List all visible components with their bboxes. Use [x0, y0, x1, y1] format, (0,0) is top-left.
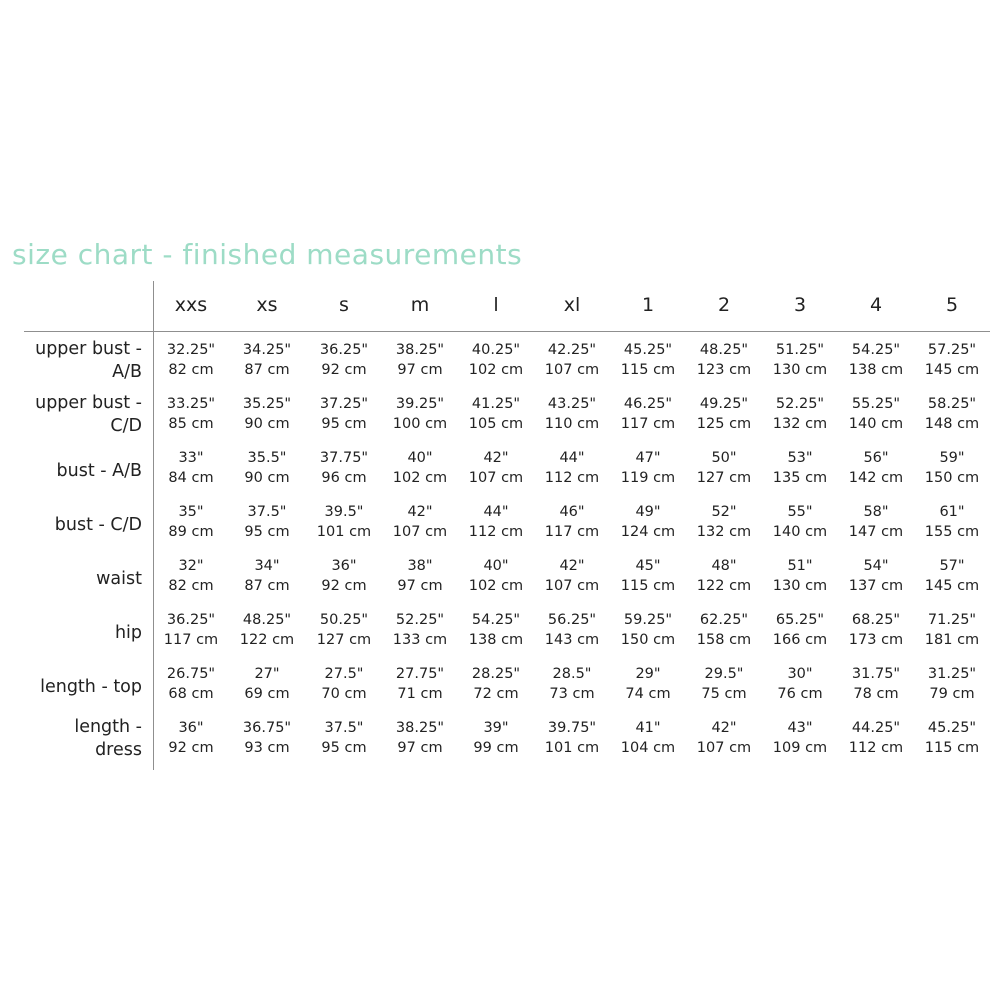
measurement-cell	[227, 394, 307, 434]
measurement-cell	[227, 718, 307, 758]
size-header-xxs: xxs	[174, 294, 208, 316]
measurement-cm: 89 cm	[168, 524, 214, 540]
measurement-inches: 45.25"	[927, 720, 977, 736]
measurement-inches: 40"	[483, 558, 509, 574]
measurement-inches: 61"	[939, 504, 965, 520]
measurement-cm: 173 cm	[848, 632, 904, 648]
measurement-inches: 37.75"	[319, 450, 369, 466]
measurement-cell	[227, 610, 307, 650]
measurement-cm: 97 cm	[397, 740, 443, 756]
measurement-cm: 70 cm	[321, 686, 367, 702]
measurement-cell	[456, 718, 536, 758]
size-header-m: m	[410, 294, 430, 316]
measurement-cm: 97 cm	[397, 578, 443, 594]
measurement-cm: 107 cm	[392, 524, 448, 540]
measurement-cm: 181 cm	[924, 632, 980, 648]
row-label	[20, 676, 142, 699]
measurement-cm: 95 cm	[321, 416, 367, 432]
measurement-cell	[760, 718, 840, 758]
measurement-inches: 36.75"	[242, 720, 292, 736]
measurement-cm: 90 cm	[244, 416, 290, 432]
measurement-cm: 93 cm	[244, 740, 290, 756]
measurement-inches: 31.25"	[927, 666, 977, 682]
measurement-cm: 112 cm	[468, 524, 524, 540]
measurement-cm: 140 cm	[848, 416, 904, 432]
measurement-cm: 112 cm	[544, 470, 600, 486]
measurement-cm: 142 cm	[848, 470, 904, 486]
measurement-inches: 42"	[483, 450, 509, 466]
measurement-cm: 115 cm	[620, 362, 676, 378]
measurement-cell	[151, 610, 231, 650]
measurement-cm: 124 cm	[620, 524, 676, 540]
measurement-cm: 115 cm	[620, 578, 676, 594]
measurement-cell	[532, 448, 612, 488]
measurement-inches: 37.25"	[319, 396, 369, 412]
measurement-cell	[836, 664, 916, 704]
measurement-cell	[608, 556, 688, 596]
row-label-line: length -	[74, 717, 142, 737]
measurement-cell	[151, 340, 231, 380]
header-divider	[24, 331, 990, 332]
measurement-cm: 127 cm	[316, 632, 372, 648]
measurement-cell	[151, 718, 231, 758]
measurement-cm: 97 cm	[397, 362, 443, 378]
measurement-cm: 125 cm	[696, 416, 752, 432]
measurement-cell	[227, 664, 307, 704]
measurement-inches: 39.5"	[324, 504, 364, 520]
measurement-cm: 155 cm	[924, 524, 980, 540]
measurement-cell	[912, 610, 992, 650]
measurement-inches: 38.25"	[395, 342, 445, 358]
measurement-inches: 28.5"	[552, 666, 592, 682]
measurement-cell	[608, 340, 688, 380]
measurement-cm: 75 cm	[701, 686, 747, 702]
measurement-cm: 148 cm	[924, 416, 980, 432]
measurement-cell	[380, 556, 460, 596]
measurement-cm: 100 cm	[392, 416, 448, 432]
measurement-inches: 36"	[178, 720, 204, 736]
size-header-2: 2	[717, 294, 731, 316]
row-label-line: C/D	[110, 416, 142, 436]
measurement-cell	[608, 718, 688, 758]
measurement-cell	[836, 340, 916, 380]
measurement-cm: 145 cm	[924, 362, 980, 378]
measurement-inches: 49"	[635, 504, 661, 520]
chart-title: size chart - finished measurements	[12, 238, 523, 271]
measurement-inches: 30"	[787, 666, 813, 682]
measurement-inches: 40.25"	[471, 342, 521, 358]
measurement-cell	[227, 502, 307, 542]
size-header-l: l	[493, 294, 499, 316]
measurement-cm: 102 cm	[392, 470, 448, 486]
measurement-cell	[760, 502, 840, 542]
row-label	[20, 460, 142, 483]
measurement-inches: 33"	[178, 450, 204, 466]
measurement-cm: 143 cm	[544, 632, 600, 648]
measurement-cell	[684, 394, 764, 434]
measurement-inches: 31.75"	[851, 666, 901, 682]
measurement-inches: 41.25"	[471, 396, 521, 412]
measurement-cell	[304, 448, 384, 488]
measurement-cm: 82 cm	[168, 578, 214, 594]
measurement-inches: 39"	[483, 720, 509, 736]
measurement-cell	[836, 718, 916, 758]
measurement-inches: 51"	[787, 558, 813, 574]
measurement-inches: 46.25"	[623, 396, 673, 412]
measurement-cell	[304, 664, 384, 704]
measurement-cm: 92 cm	[321, 578, 367, 594]
measurement-cell	[456, 394, 536, 434]
measurement-cm: 150 cm	[924, 470, 980, 486]
measurement-cm: 101 cm	[544, 740, 600, 756]
measurement-cm: 105 cm	[468, 416, 524, 432]
measurement-cm: 104 cm	[620, 740, 676, 756]
measurement-cell	[380, 664, 460, 704]
measurement-cell	[836, 448, 916, 488]
measurement-cell	[532, 340, 612, 380]
measurement-cm: 135 cm	[772, 470, 828, 486]
measurement-inches: 38"	[407, 558, 433, 574]
measurement-inches: 57"	[939, 558, 965, 574]
row-label-line: A/B	[112, 362, 142, 382]
measurement-cm: 107 cm	[544, 362, 600, 378]
measurement-cm: 147 cm	[848, 524, 904, 540]
row-label-line: waist	[96, 569, 142, 589]
measurement-inches: 48"	[711, 558, 737, 574]
measurement-inches: 42"	[559, 558, 585, 574]
row-label-line: upper bust -	[35, 339, 142, 359]
measurement-cell	[380, 502, 460, 542]
measurement-cell	[760, 610, 840, 650]
measurement-cell	[912, 502, 992, 542]
measurement-inches: 56"	[863, 450, 889, 466]
size-header-s: s	[339, 294, 349, 316]
row-label	[20, 622, 142, 645]
measurement-inches: 44"	[483, 504, 509, 520]
measurement-cm: 110 cm	[544, 416, 600, 432]
measurement-inches: 36.25"	[166, 612, 216, 628]
measurement-cm: 130 cm	[772, 578, 828, 594]
measurement-inches: 50.25"	[319, 612, 369, 628]
measurement-cm: 107 cm	[544, 578, 600, 594]
measurement-cm: 132 cm	[696, 524, 752, 540]
measurement-cell	[456, 664, 536, 704]
measurement-inches: 53"	[787, 450, 813, 466]
measurement-cm: 117 cm	[620, 416, 676, 432]
measurement-cm: 72 cm	[473, 686, 519, 702]
measurement-cm: 122 cm	[239, 632, 295, 648]
measurement-cm: 76 cm	[777, 686, 823, 702]
measurement-cell	[456, 448, 536, 488]
measurement-cell	[760, 664, 840, 704]
size-header-xl: xl	[563, 294, 581, 316]
measurement-inches: 48.25"	[242, 612, 292, 628]
measurement-cell	[227, 556, 307, 596]
row-label-line: bust - A/B	[56, 461, 142, 481]
measurement-inches: 71.25"	[927, 612, 977, 628]
measurement-cell	[836, 502, 916, 542]
measurement-inches: 36.25"	[319, 342, 369, 358]
measurement-cm: 127 cm	[696, 470, 752, 486]
measurement-inches: 52.25"	[395, 612, 445, 628]
measurement-cell	[532, 664, 612, 704]
measurement-cm: 112 cm	[848, 740, 904, 756]
measurement-cm: 117 cm	[544, 524, 600, 540]
measurement-cm: 95 cm	[244, 524, 290, 540]
measurement-inches: 68.25"	[851, 612, 901, 628]
measurement-cm: 109 cm	[772, 740, 828, 756]
row-label-line: hip	[114, 623, 142, 643]
measurement-cell	[836, 556, 916, 596]
measurement-cell	[760, 556, 840, 596]
measurement-inches: 57.25"	[927, 342, 977, 358]
measurement-cell	[608, 394, 688, 434]
measurement-cell	[304, 340, 384, 380]
measurement-cell	[912, 394, 992, 434]
measurement-inches: 42.25"	[547, 342, 597, 358]
measurement-cm: 84 cm	[168, 470, 214, 486]
measurement-cell	[912, 664, 992, 704]
row-label-line: length - top	[40, 677, 142, 697]
measurement-cell	[380, 610, 460, 650]
row-label	[20, 514, 142, 537]
measurement-cell	[304, 394, 384, 434]
row-label	[20, 338, 142, 384]
measurement-cm: 138 cm	[848, 362, 904, 378]
measurement-cm: 123 cm	[696, 362, 752, 378]
measurement-inches: 54"	[863, 558, 889, 574]
measurement-cm: 82 cm	[168, 362, 214, 378]
measurement-inches: 44"	[559, 450, 585, 466]
measurement-inches: 45.25"	[623, 342, 673, 358]
measurement-inches: 54.25"	[471, 612, 521, 628]
measurement-cm: 69 cm	[244, 686, 290, 702]
measurement-cm: 90 cm	[244, 470, 290, 486]
measurement-inches: 44.25"	[851, 720, 901, 736]
row-label	[20, 392, 142, 438]
measurement-cell	[684, 340, 764, 380]
measurement-inches: 55.25"	[851, 396, 901, 412]
measurement-inches: 38.25"	[395, 720, 445, 736]
measurement-cm: 145 cm	[924, 578, 980, 594]
measurement-inches: 58"	[863, 504, 889, 520]
measurement-cm: 102 cm	[468, 362, 524, 378]
measurement-cell	[304, 610, 384, 650]
measurement-cell	[608, 664, 688, 704]
measurement-cm: 140 cm	[772, 524, 828, 540]
measurement-inches: 35"	[178, 504, 204, 520]
measurement-inches: 37.5"	[247, 504, 287, 520]
measurement-inches: 56.25"	[547, 612, 597, 628]
measurement-cell	[912, 718, 992, 758]
measurement-cm: 119 cm	[620, 470, 676, 486]
measurement-inches: 26.75"	[166, 666, 216, 682]
measurement-cm: 138 cm	[468, 632, 524, 648]
measurement-cell	[684, 502, 764, 542]
measurement-inches: 32"	[178, 558, 204, 574]
measurement-cm: 73 cm	[549, 686, 595, 702]
measurement-cell	[380, 718, 460, 758]
measurement-inches: 41"	[635, 720, 661, 736]
measurement-cell	[151, 394, 231, 434]
measurement-cell	[151, 502, 231, 542]
measurement-inches: 65.25"	[775, 612, 825, 628]
measurement-cell	[304, 556, 384, 596]
measurement-inches: 48.25"	[699, 342, 749, 358]
measurement-inches: 50"	[711, 450, 737, 466]
measurement-cm: 101 cm	[316, 524, 372, 540]
measurement-cell	[608, 502, 688, 542]
measurement-cell	[608, 448, 688, 488]
measurement-inches: 47"	[635, 450, 661, 466]
measurement-cell	[684, 556, 764, 596]
measurement-cell	[684, 664, 764, 704]
measurement-cm: 92 cm	[321, 362, 367, 378]
measurement-cm: 99 cm	[473, 740, 519, 756]
measurement-cell	[151, 664, 231, 704]
measurement-inches: 29.5"	[704, 666, 744, 682]
measurement-inches: 52"	[711, 504, 737, 520]
measurement-cm: 85 cm	[168, 416, 214, 432]
measurement-inches: 62.25"	[699, 612, 749, 628]
measurement-cell	[912, 556, 992, 596]
measurement-inches: 45"	[635, 558, 661, 574]
measurement-cm: 115 cm	[924, 740, 980, 756]
measurement-inches: 27.75"	[395, 666, 445, 682]
measurement-cell	[380, 394, 460, 434]
measurement-cell	[532, 556, 612, 596]
measurement-cell	[456, 340, 536, 380]
measurement-cell	[456, 556, 536, 596]
measurement-inches: 33.25"	[166, 396, 216, 412]
row-label	[20, 716, 142, 762]
measurement-cell	[912, 448, 992, 488]
measurement-cell	[151, 556, 231, 596]
measurement-inches: 52.25"	[775, 396, 825, 412]
measurement-cm: 133 cm	[392, 632, 448, 648]
row-label-line: bust - C/D	[54, 515, 142, 535]
measurement-cell	[304, 718, 384, 758]
measurement-inches: 36"	[331, 558, 357, 574]
measurement-cell	[532, 610, 612, 650]
measurement-cm: 130 cm	[772, 362, 828, 378]
measurement-cm: 78 cm	[853, 686, 899, 702]
measurement-inches: 32.25"	[166, 342, 216, 358]
measurement-cm: 107 cm	[468, 470, 524, 486]
measurement-cm: 166 cm	[772, 632, 828, 648]
measurement-cell	[227, 340, 307, 380]
row-label	[20, 568, 142, 591]
size-header-1: 1	[641, 294, 655, 316]
size-header-xs: xs	[256, 294, 278, 316]
measurement-inches: 39.75"	[547, 720, 597, 736]
measurement-cm: 95 cm	[321, 740, 367, 756]
measurement-inches: 27.5"	[324, 666, 364, 682]
measurement-inches: 34.25"	[242, 342, 292, 358]
measurement-cell	[836, 394, 916, 434]
measurement-inches: 35.25"	[242, 396, 292, 412]
measurement-cm: 122 cm	[696, 578, 752, 594]
measurement-inches: 27"	[254, 666, 280, 682]
measurement-cell	[532, 394, 612, 434]
measurement-cell	[227, 448, 307, 488]
measurement-cell	[836, 610, 916, 650]
size-header-5: 5	[945, 294, 959, 316]
row-label-line: upper bust -	[35, 393, 142, 413]
measurement-inches: 42"	[711, 720, 737, 736]
measurement-inches: 59.25"	[623, 612, 673, 628]
measurement-cm: 92 cm	[168, 740, 214, 756]
measurement-cm: 117 cm	[163, 632, 219, 648]
measurement-cm: 107 cm	[696, 740, 752, 756]
measurement-cell	[456, 502, 536, 542]
measurement-cm: 87 cm	[244, 362, 290, 378]
size-header-4: 4	[869, 294, 883, 316]
measurement-inches: 34"	[254, 558, 280, 574]
measurement-cell	[760, 394, 840, 434]
measurement-inches: 55"	[787, 504, 813, 520]
measurement-inches: 35.5"	[247, 450, 287, 466]
row-label-line: dress	[95, 740, 142, 760]
measurement-inches: 42"	[407, 504, 433, 520]
measurement-cell	[684, 448, 764, 488]
measurement-cm: 79 cm	[929, 686, 975, 702]
size-header-3: 3	[793, 294, 807, 316]
measurement-cm: 74 cm	[625, 686, 671, 702]
measurement-cell	[380, 448, 460, 488]
measurement-cm: 132 cm	[772, 416, 828, 432]
measurement-cell	[760, 448, 840, 488]
measurement-cell	[684, 718, 764, 758]
measurement-cell	[608, 610, 688, 650]
measurement-cell	[532, 502, 612, 542]
measurement-inches: 46"	[559, 504, 585, 520]
measurement-cell	[684, 610, 764, 650]
measurement-cell	[912, 340, 992, 380]
measurement-inches: 49.25"	[699, 396, 749, 412]
measurement-cm: 87 cm	[244, 578, 290, 594]
measurement-inches: 28.25"	[471, 666, 521, 682]
measurement-inches: 54.25"	[851, 342, 901, 358]
measurement-cm: 137 cm	[848, 578, 904, 594]
measurement-cm: 102 cm	[468, 578, 524, 594]
measurement-cell	[380, 340, 460, 380]
measurement-inches: 51.25"	[775, 342, 825, 358]
measurement-inches: 29"	[635, 666, 661, 682]
measurement-inches: 43.25"	[547, 396, 597, 412]
measurement-inches: 59"	[939, 450, 965, 466]
measurement-cell	[456, 610, 536, 650]
measurement-inches: 40"	[407, 450, 433, 466]
measurement-cm: 68 cm	[168, 686, 214, 702]
measurement-cm: 96 cm	[321, 470, 367, 486]
measurement-cell	[760, 340, 840, 380]
measurement-inches: 39.25"	[395, 396, 445, 412]
measurement-inches: 43"	[787, 720, 813, 736]
measurement-cm: 71 cm	[397, 686, 443, 702]
measurement-cm: 158 cm	[696, 632, 752, 648]
measurement-inches: 37.5"	[324, 720, 364, 736]
measurement-cell	[304, 502, 384, 542]
measurement-cell	[151, 448, 231, 488]
measurement-cm: 150 cm	[620, 632, 676, 648]
measurement-cell	[532, 718, 612, 758]
measurement-inches: 58.25"	[927, 396, 977, 412]
